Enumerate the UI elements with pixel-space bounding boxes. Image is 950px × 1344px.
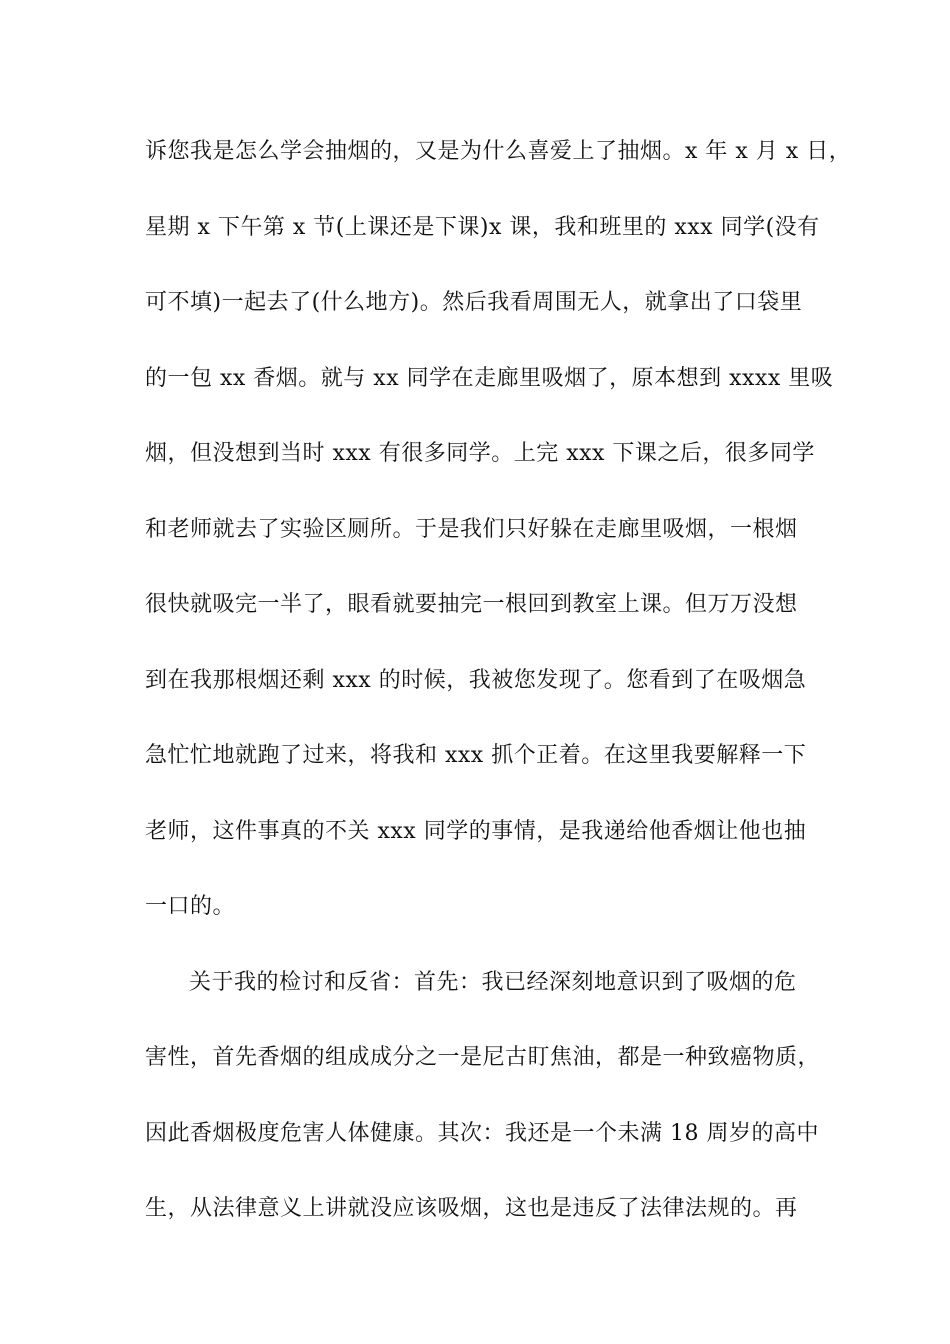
text-line-5: 烟，但没想到当时 xxx 有很多同学。上完 xxx 下课之后，很多同学 — [145, 441, 815, 466]
text-line-10: 老师，这件事真的不关 xxx 同学的事情，是我递给他香烟让他也抽 — [145, 818, 807, 844]
text-line-12-paragraph-start: 关于我的检讨和反省：首先：我已经深刻地意识到了吸烟的危 — [189, 969, 797, 995]
text-line-14: 因此香烟极度危害人体健康。其次：我还是一个未满 18 周岁的高中 — [145, 1120, 819, 1146]
text-line-4: 的一包 xx 香烟。就与 xx 同学在走廊里吸烟了，原本想到 xxxx 里吸 — [145, 365, 834, 391]
text-line-8: 到在我那根烟还剩 xxx 的时候，我被您发现了。您看到了在吸烟急 — [145, 667, 807, 693]
text-line-9: 急忙忙地就跑了过来，将我和 xxx 抓个正着。在这里我要解释一下 — [145, 743, 807, 768]
text-line-13: 害性，首先香烟的组成成分之一是尼古盯焦油，都是一种致癌物质， — [145, 1045, 821, 1070]
text-line-1: 诉您我是怎么学会抽烟的，又是为什么喜爱上了抽烟。x 年 x 月 x 日， — [145, 139, 852, 164]
text-line-3: 可不填)一起去了(什么地方)。然后我看周围无人，就拿出了口袋里 — [145, 290, 803, 315]
text-line-11: 一口的。 — [145, 894, 236, 919]
text-line-15: 生，从法律意义上讲就没应该吸烟，这也是违反了法律法规的。再 — [145, 1196, 798, 1221]
document-body — [145, 133, 852, 1266]
text-line-7: 很快就吸完一半了，眼看就要抽完一根回到教室上课。但万万没想 — [145, 592, 798, 617]
text-line-2: 星期 x 下午第 x 节(上课还是下课)x 课，我和班里的 xxx 同学(没有 — [145, 214, 820, 240]
text-line-6: 和老师就去了实验区厕所。于是我们只好躲在走廊里吸烟，一根烟 — [145, 516, 798, 542]
